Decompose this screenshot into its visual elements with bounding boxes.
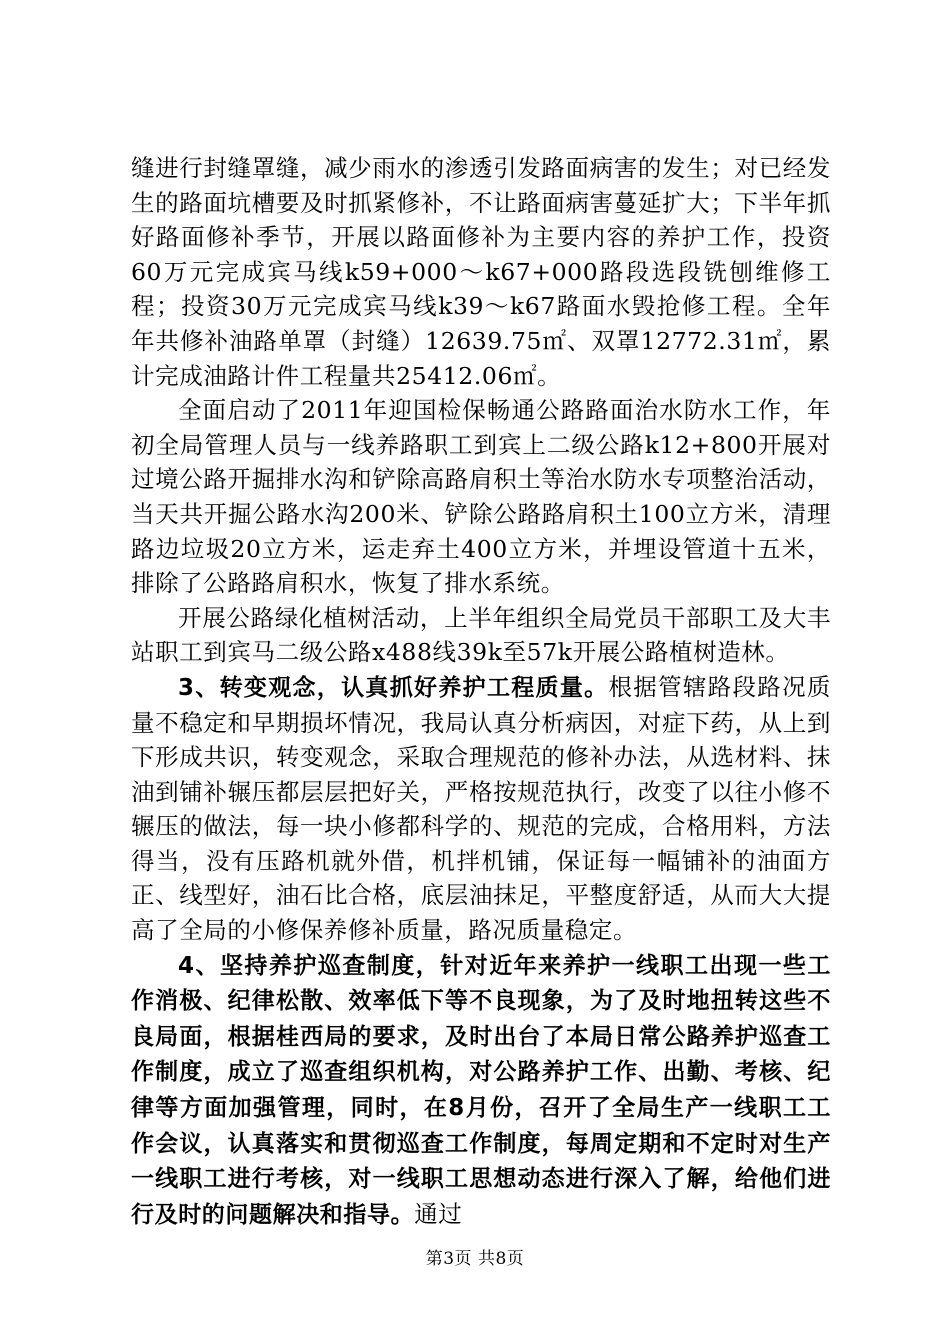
page-footer: 第3页 共8页: [425, 1249, 525, 1269]
paragraph-2-text: 全面启动了2011年迎国检保畅通公路路面治水防水工作，年初全局管理人员与一线养路职工到宾上二级公路k12+800开展对过境公路开掘排水沟和铲除高路肩积土等治水防水专项整治活动，当天共开掘公路水沟200米、铲除公路路肩积土100立方米，清理路边垃圾20立方米，运走弃土400立方米，并埋设管道十五米，排除了公路路肩积水，恢复了排水系统。: [131, 396, 831, 598]
paragraph-5-text: 通过: [414, 1199, 463, 1228]
paragraph-4-text: 根据管辖路段路况质量不稳定和早期损坏情况，我局认真分析病因，对症下药，从上到下形成共识，转变观念，采取合理规范的修补办法，从选材料、抹油到铺补辗压都层层把好关，严格按规范执行，改变了以往小修不辗压的做法，每一块小修都科学的、规范的完成，合格用料，方法得当，没有压路机就外借，机拌机铺，保证每一幅铺补的油面方正、线型好，油石比合格，底层油抹足，平整度舒适，从而大大提高了全局的小修保养修补质量，路况质量稳定。: [131, 672, 831, 945]
paragraph-1-text: 缝进行封缝罩缝，减少雨水的渗透引发路面病害的发生；对已经发生的路面坑槽要及时抓紧修补，不让路面病害蔓延扩大；下半年抓好路面修补季节，开展以路面修补为主要内容的养护工作，投资60万元完成宾马线k59+000～k67+000路段选段铣刨维修工程；投资30万元完成宾马线k39～k67路面水毁抢修工程。全年年共修补油路单罩（封缝）12639.75㎡、双罩12772.31㎡，累计完成油路计件工程量共25412.06㎡。: [131, 154, 831, 390]
document-body: [131, 151, 831, 1232]
paragraph-2: [131, 393, 831, 601]
paragraph-4-heading: 3、转变观念，认真抓好养护工程质量。: [178, 674, 609, 701]
paragraph-4: [131, 670, 831, 948]
paragraph-5: [131, 948, 831, 1233]
paragraph-5-heading: 4、坚持养护巡查制度，针对近年来养护一线职工出现一些工作消极、纪律松散、效率低下等不良现象，为了及时地扭转这些不良局面，根据桂西局的要求，及时出台了本局日常公路养护巡查工作制度，成立了巡查组织机构，对公路养护工作、出勤、考核、纪律等方面加强管理，同时，在8月份，召开了全局生产一线职工工作会议，认真落实和贯彻巡查工作制度，每周定期和不定时对生产一线职工进行考核，对一线职工思想动态进行深入了解，给他们进行及时的问题解决和指导。: [131, 952, 831, 1228]
paragraph-1: [131, 151, 831, 393]
paragraph-3-text: 开展公路绿化植树活动，上半年组织全局党员干部职工及大丰站职工到宾马二级公路x488线39k至57k开展公路植树造林。: [131, 603, 831, 667]
paragraph-3: [131, 601, 831, 670]
